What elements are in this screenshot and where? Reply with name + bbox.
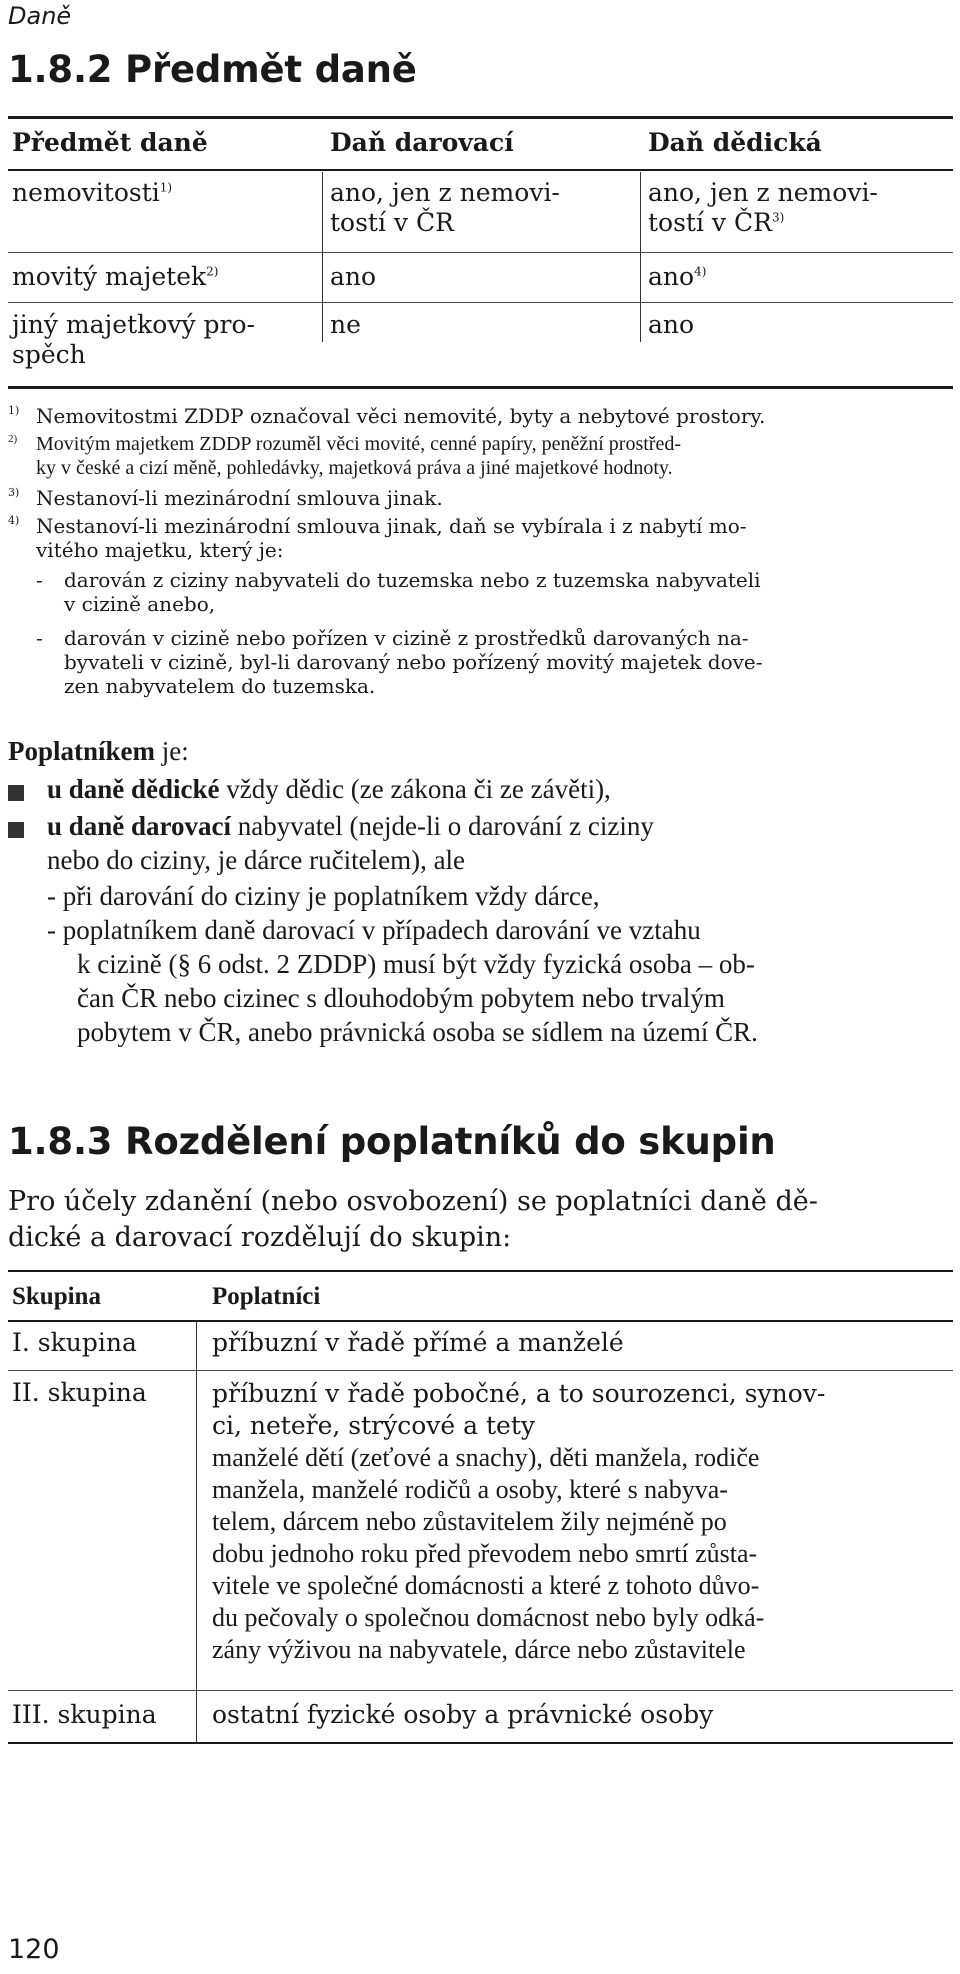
column-divider	[196, 1322, 197, 1742]
footnote-list-item: - darován v cizině nebo pořízen v cizině z prostředků darovaných na- byvateli v cizině, byl-li darovaný nebo pořízený movitý majetek dove- zen nabyvatelem do tuzemska.	[36, 626, 763, 698]
column-divider	[322, 172, 323, 342]
table-cell: ano, jen z nemovi- tostí v ČR$^{3)}$	[648, 178, 878, 237]
table-cell: nemovitosti$^{1)}$	[12, 178, 173, 207]
section-intro: Pro účely zdanění (nebo osvobození) se poplatníci daně dě- dické a darovací rozdělují do skupin:	[8, 1186, 818, 1253]
table-header: Poplatníci	[212, 1283, 321, 1310]
group-members: ostatní fyzické osoby a právnické osoby	[212, 1700, 714, 1729]
payer-bullet: u daně darovací nabyvatel (nejde-li o darování z ciziny nebo do ciziny, je dárce ručitelem), ale - při darování do ciziny je poplatníkem vždy dárce, - poplatníkem daně darovací v případech darování ve vztahu k cizině (§ 6 odst. 2 ZDDP) musí být vždy fyzická osoba – ob- čan ČR nebo cizinec s dlouhodobým pobytem nebo trvalým pobytem v ČR, anebo právnická osoba se sídlem na území ČR.	[47, 811, 758, 1047]
table-header: Skupina	[12, 1283, 101, 1310]
table-cell: ano	[648, 310, 695, 339]
group-members: příbuzní v řadě pobočné, a to sourozenci, synov- ci, neteře, strýcové a tety manželé dětí (zeťové a snachy), děti manžela, rodiče manžela, manželé rodičů a osoby, které s nabyva- telem, dárcem nebo zůstavitelem žily nejméně po dobu jednoho roku před převodem nebo smrtí zůsta- vitele ve společné domácnosti a které z tohoto důvo- du pečovaly o společnou domácnost nebo byly odká- zány výživou na nabyvatele, dárce nebo zůstavitele	[212, 1379, 826, 1664]
table-header: Daň darovací	[330, 128, 514, 157]
group-label: I. skupina	[12, 1328, 137, 1357]
square-bullet-icon	[8, 785, 24, 801]
table-cell: movitý majetek$^{2)}$	[12, 262, 219, 291]
section-title: 1.8.2 Předmět daně	[8, 48, 417, 91]
table-header-rule	[8, 1320, 953, 1322]
footnote: 4) Nestanoví-li mezinárodní smlouva jinak, daň se vybírala i z nabytí mo- vitého majetku, který je:	[8, 514, 747, 562]
table-top-rule	[8, 116, 953, 119]
row-divider	[8, 1370, 953, 1371]
table-cell: ano	[330, 262, 377, 291]
footnote: 2) Movitým majetkem ZDDP rozuměl věci movité, cenné papíry, peněžní prostřed- ky v české a cizí měně, pohledávky, majetková práva a jiné majetkové hodnoty.	[8, 433, 681, 479]
square-bullet-icon	[8, 822, 24, 838]
group-label: III. skupina	[12, 1700, 157, 1729]
table-cell: jiný majetkový pro- spěch	[12, 310, 255, 369]
group-members: příbuzní v řadě přímé a manželé	[212, 1328, 624, 1357]
running-head: Daně	[8, 2, 72, 30]
subject-table	[8, 116, 953, 396]
table-bottom-rule	[8, 1742, 953, 1744]
table-header: Předmět daně	[12, 128, 208, 157]
table-bottom-rule	[8, 386, 953, 389]
table-cell: ano, jen z nemovi- tostí v ČR	[330, 178, 560, 237]
table-header-rule	[8, 169, 953, 171]
row-divider	[8, 302, 953, 303]
payers-lead: Poplatníkem je:	[8, 736, 189, 766]
row-divider	[8, 252, 953, 253]
column-divider	[640, 172, 641, 342]
payer-bullet: u daně dědické vždy dědic (ze zákona či ze závěti),	[47, 774, 611, 804]
footnote-list-item: - darován z ciziny nabyvateli do tuzemska nebo z tuzemska nabyvateli v cizině anebo,	[36, 568, 761, 616]
group-label: II. skupina	[12, 1378, 147, 1407]
table-cell: ano$^{4)}$	[648, 262, 707, 291]
section-title: 1.8.3 Rozdělení poplatníků do skupin	[8, 1120, 776, 1163]
footnote: 3) Nestanoví-li mezinárodní smlouva jinak.	[8, 486, 443, 510]
table-cell: ne	[330, 310, 361, 339]
table-top-rule	[8, 1270, 953, 1272]
page-number: 120	[8, 1934, 60, 1965]
row-divider	[8, 1690, 953, 1691]
footnote: 1) Nemovitostmi ZDDP označoval věci nemovité, byty a nebytové prostory.	[8, 404, 766, 428]
table-header: Daň dědická	[648, 128, 822, 157]
groups-table	[8, 1270, 953, 1744]
